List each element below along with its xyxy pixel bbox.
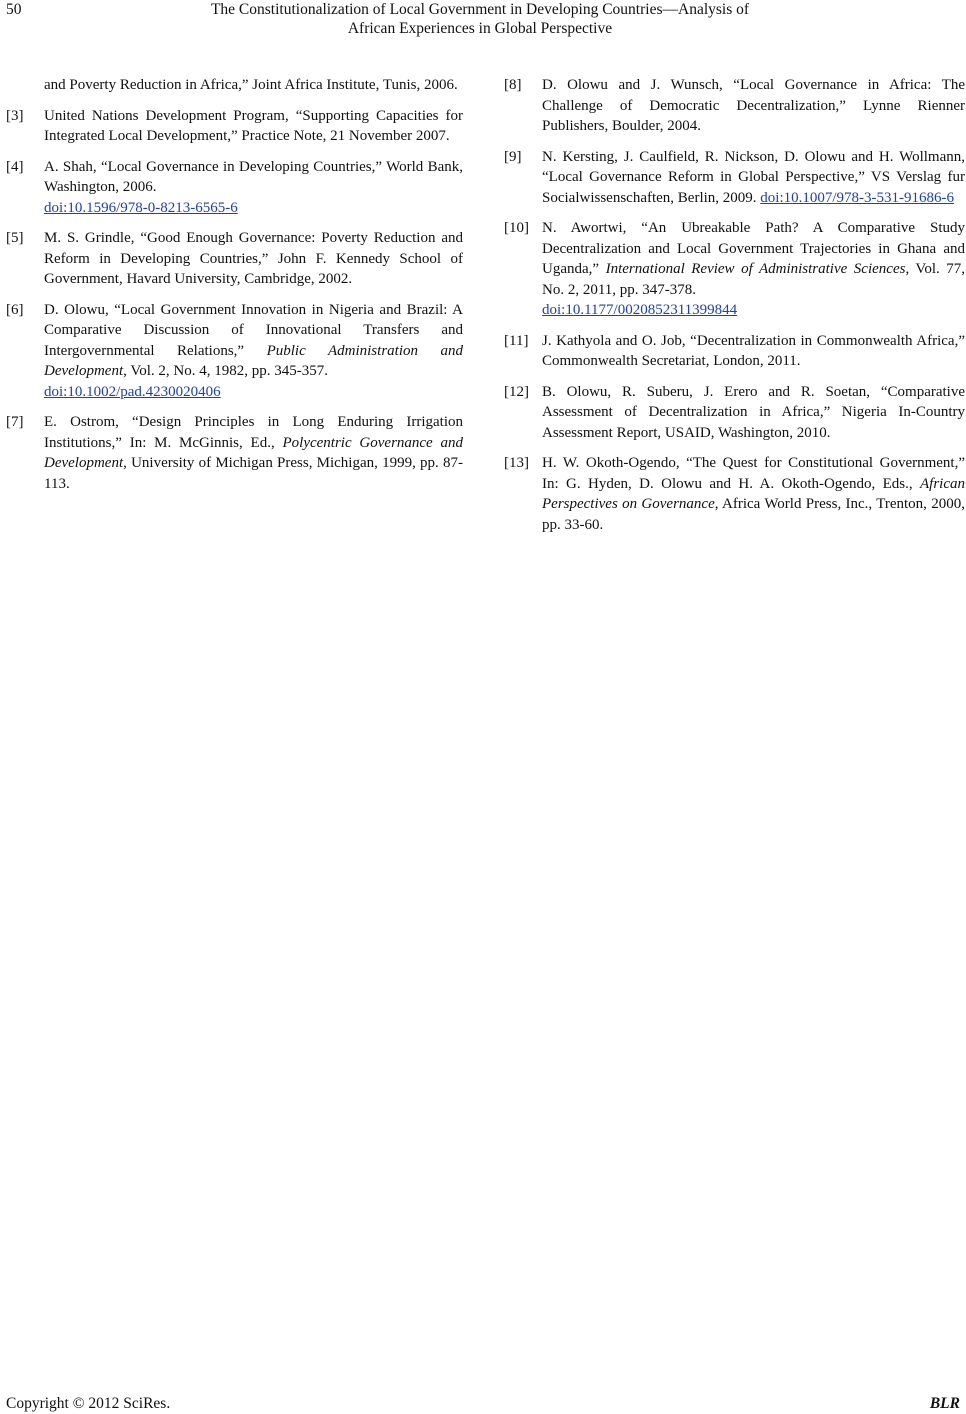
book-title: African Perspectives on Governance (542, 475, 965, 512)
journal-title: Public Administration and Development (44, 342, 463, 379)
reference-number: [7] (6, 414, 24, 430)
references-left-column (6, 75, 463, 504)
reference-text: N. Kersting, J. Caulfield, R. Nickson, D. Olowu and H. Wollmann, “Local Governance Reform in Global Perspective,” VS Verslag fur Socialwissenschaften, Berlin, 2009. doi:10.1007/978-3-531-91686-6 (542, 148, 965, 206)
running-head-line-1: The Constitutionalization of Local Government in Developing Countries—Analysis of (210, 1, 750, 18)
running-head-line-2: African Experiences in Global Perspective (347, 20, 613, 37)
doi-link[interactable]: doi:10.1007/978-3-531-91686-6 (760, 189, 955, 206)
reference-number: [3] (6, 107, 24, 124)
reference-number: [10] (504, 220, 529, 236)
reference-number: [12] (504, 383, 529, 400)
reference-text: B. Olowu, R. Suberu, J. Erero and R. Soetan, “Comparative Assessment of Decentralization in Africa,” Nigeria In-Country Assessment Report, USAID, Washington, 2010. (542, 383, 965, 441)
journal-title: International Review of Administrative Sciences (605, 261, 906, 277)
copyright-notice: Copyright © 2012 SciRes. (6, 1395, 171, 1412)
reference-9 (504, 147, 965, 209)
reference-3 (6, 106, 463, 147)
running-head (150, 0, 810, 38)
reference-text: D. Olowu, “Local Government Innovation in Nigeria and Brazil: A Comparative Discussion of Innovational Transfers and Intergovernmental Relations,” Public Administration and Development, Vol. 2, No. 4, 1982, pp. 345-357. doi:10.1002/pad.4230020406 (44, 301, 463, 400)
reference-number: [11] (504, 332, 529, 349)
reference-6 (6, 300, 463, 403)
book-title: Polycentric Governance and Development (44, 434, 464, 471)
reference-4 (6, 157, 463, 219)
reference-number: [6] (6, 301, 24, 318)
reference-text: J. Kathyola and O. Job, “Decentralization in Commonwealth Africa,” Commonwealth Secretariat, London, 2011. (542, 332, 965, 369)
doi-link[interactable]: doi:10.1177/0020852311399844 (542, 302, 738, 318)
references-right-column (504, 75, 965, 545)
reference-text: E. Ostrom, “Design Principles in Long Enduring Irrigation Institutions,” In: M. McGinnis, Ed., Polycentric Governance and Development, University of Michigan Press, Michigan, 1999, pp. 87-113. (44, 414, 464, 492)
reference-number: [9] (504, 148, 522, 165)
reference-text: H. W. Okoth-Ogendo, “The Quest for Constitutional Government,” In: G. Hyden, D. Olowu and H. A. Okoth-Ogendo, Eds., African Perspectives on Governance, Africa World Press, Inc., Trenton, 2000, pp. 33-60. (542, 455, 965, 533)
page-number: 50 (6, 1, 22, 18)
reference-text: M. S. Grindle, “Good Enough Governance: Poverty Reduction and Reform in Developing Countries,” John F. Kennedy School of Government, Havard University, Cambridge, 2002. (44, 230, 463, 287)
reference-number: [4] (6, 158, 24, 175)
reference-text: United Nations Development Program, “Supporting Capacities for Integrated Local Development,” Practice Note, 21 November 2007. (44, 107, 463, 144)
doi-link[interactable]: doi:10.1596/978-0-8213-6565-6 (44, 199, 238, 216)
reference-number: [5] (6, 230, 24, 246)
reference-11 (504, 331, 965, 372)
reference-text: D. Olowu and J. Wunsch, “Local Governance in Africa: The Challenge of Democratic Decentralization,” Lynne Rienner Publishers, Boulder, 2004. (542, 77, 965, 134)
reference-10 (504, 218, 965, 321)
reference-continued (6, 75, 463, 96)
reference-13 (504, 453, 965, 535)
reference-7 (6, 412, 463, 494)
reference-text: A. Shah, “Local Governance in Developing Countries,” World Bank, Washington, 2006. doi:10.1596/978-0-8213-6565-6 (44, 158, 463, 216)
reference-5 (6, 228, 463, 290)
reference-number: [8] (504, 77, 522, 93)
reference-number: [13] (504, 455, 529, 471)
reference-12 (504, 382, 965, 444)
reference-8 (504, 75, 965, 137)
journal-abbreviation: BLR (929, 1395, 960, 1412)
reference-text: and Poverty Reduction in Africa,” Joint Africa Institute, Tunis, 2006. (44, 77, 458, 93)
doi-link[interactable]: doi:10.1002/pad.4230020406 (44, 383, 221, 400)
reference-text: N. Awortwi, “An Ubreakable Path? A Comparative Study Decentralization and Local Government Trajectories in Ghana and Uganda,” International Review of Administrative Sciences, Vol. 77, No. 2, 2011, pp. 347-378. doi:10.1177/0020852311399844 (542, 220, 966, 318)
